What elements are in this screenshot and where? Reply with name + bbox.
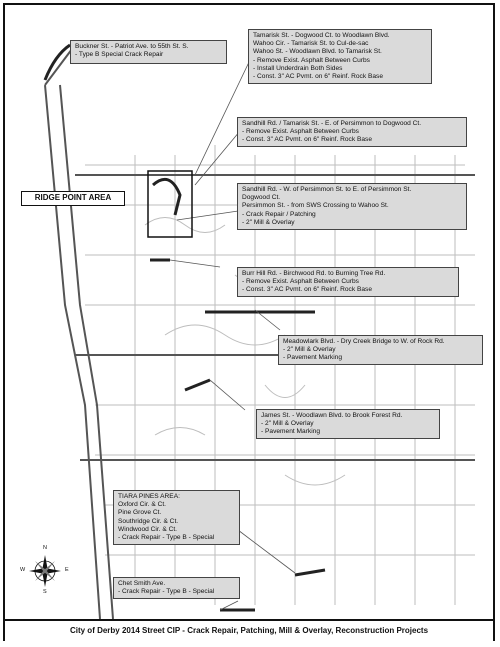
callout-meadowlark: Meadowlark Blvd. - Dry Creek Bridge to W. of Rock Rd. - 2" Mill & Overlay - Pavement Marking — [278, 335, 483, 365]
street-map — [5, 5, 493, 619]
callout-buckner: Buckner St. - Patriot Ave. to 55th St. S. - Type B Special Crack Repair — [70, 40, 227, 64]
compass-s: S — [43, 589, 47, 595]
compass-e: E — [65, 567, 69, 573]
callout-burr-hill: Burr Hill Rd. - Birchwood Rd. to Burning Tree Rd. - Remove Exist. Asphalt Between Curbs - Const. 3" AC Pvmt. on 6" Reinf. Rock Base — [237, 267, 459, 297]
callout-tamarisk: Tamarisk St. - Dogwood Ct. to Woodlawn Blvd. Wahoo Cir. - Tamarisk St. to Cul-de-sac Wahoo St. - Woodlawn Blvd. to Tamarisk St. - Remove Exist. Asphalt Between Curbs - Install Underdrain Both Sides - Const. 3" AC Pvmt. on 6" Reinf. Rock Base — [248, 29, 432, 84]
compass-w: W — [20, 567, 26, 573]
map-title: City of Derby 2014 Street CIP - Crack Repair, Patching, Mill & Overlay, Reconstruction Projects — [5, 619, 493, 641]
callout-chet-smith: Chet Smith Ave. - Crack Repair - Type B - Special — [113, 577, 240, 599]
callout-sandhill-tamarisk: Sandhill Rd. / Tamarisk St. - E. of Persimmon to Dogwood Ct. - Remove Exist. Asphalt Between Curbs - Const. 3" AC Pvmt. on 6" Reinf. Rock Base — [237, 117, 467, 147]
map-frame — [3, 3, 495, 641]
callout-sandhill-persimmon: Sandhill Rd. - W. of Persimmon St. to E. of Persimmon St. Dogwood Ct. Persimmon St. - from SWS Crossing to Wahoo St. - Crack Repair / Patching - 2" Mill & Overlay — [237, 183, 467, 230]
callout-tiara-pines: TIARA PINES AREA: Oxford Cir. & Ct. Pine Grove Ct. Southridge Cir. & Ct. Windwood Cir. & Ct. - Crack Repair - Type B - Special — [113, 490, 240, 545]
compass-rose-icon — [27, 553, 63, 589]
callout-james: James St. - Woodlawn Blvd. to Brook Forest Rd. - 2" Mill & Overlay - Pavement Marking — [256, 409, 440, 439]
ridge-point-area-label: RIDGE POINT AREA — [21, 191, 125, 206]
compass-n: N — [43, 545, 47, 551]
